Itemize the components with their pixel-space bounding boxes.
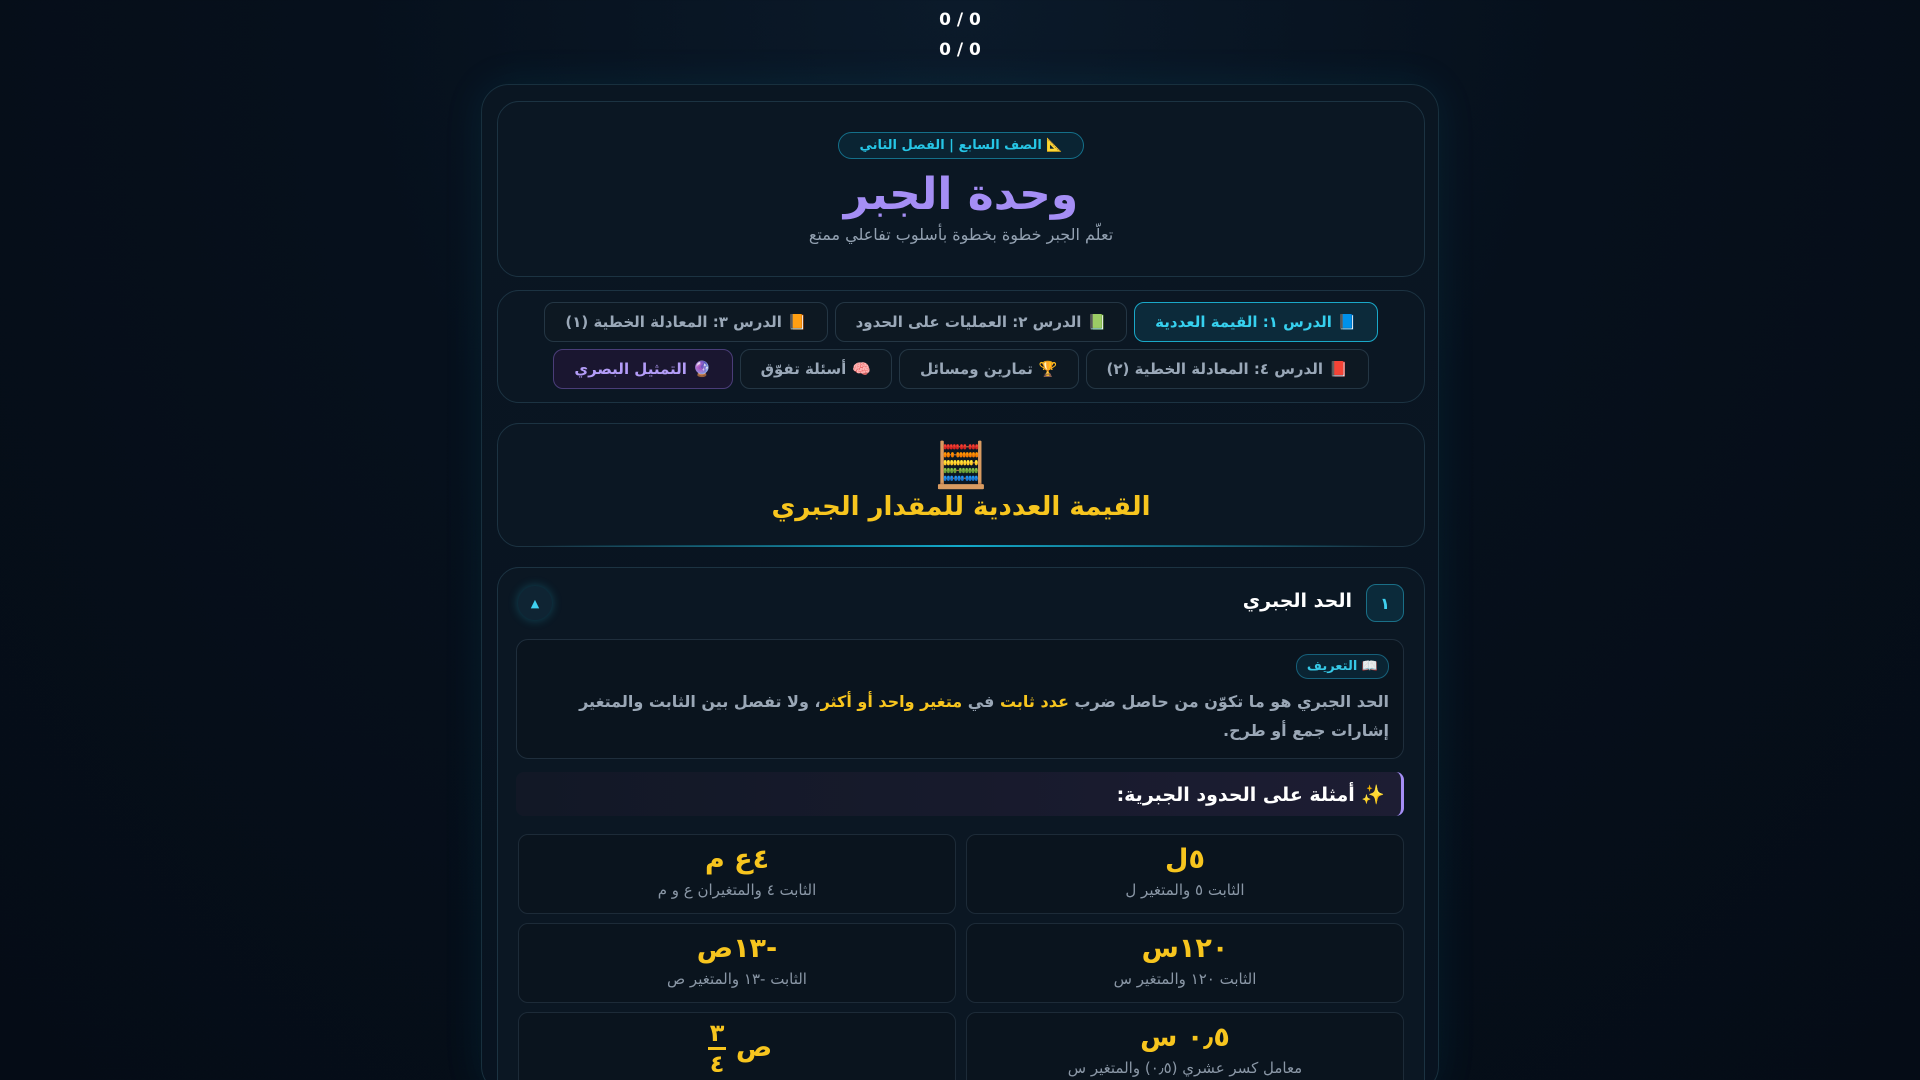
collapse-button[interactable]: ▲ [518, 586, 552, 620]
examples-heading: ✨ أمثلة على الحدود الجبرية: [516, 772, 1404, 816]
definition-badge: 📖 التعريف [1296, 654, 1389, 679]
example-expression: ٤ع م [704, 844, 770, 875]
page-title: وحدة الجبر [843, 169, 1079, 220]
example-variable: ص [735, 1032, 773, 1063]
example-description: معامل كسر عشري (٠٫٥) والمتغير س [1067, 1059, 1303, 1077]
book-red-icon: 📕 [1328, 360, 1348, 378]
question-counter-top: 0 / 0 [939, 10, 981, 30]
tab-label: الدرس ١: القيمة العددية [1155, 313, 1332, 331]
tab-label: الدرس ٣: المعادلة الخطية (١) [565, 313, 782, 331]
lesson-title: القيمة العددية للمقدار الجبري [771, 492, 1151, 522]
highlight-variable: متغير واحد أو أكثر [820, 692, 963, 711]
lesson-tabs [497, 290, 1425, 403]
grade-badge: 📐 الصف السابع | الفصل الثاني [838, 132, 1083, 159]
tab-visual[interactable] [553, 349, 732, 389]
tab-lesson-2[interactable] [835, 302, 1128, 342]
book-orange-icon: 📙 [787, 313, 807, 331]
example-card [966, 834, 1404, 914]
app-container [481, 84, 1439, 1080]
example-card [518, 923, 956, 1003]
tab-lesson-4[interactable] [1086, 349, 1369, 389]
page-subtitle: تعلّم الجبر خطوة بخطوة بأسلوب تفاعلي ممتع [808, 225, 1114, 244]
brain-icon: 🧠 [852, 360, 871, 378]
fraction-numerator: ٣ [708, 1021, 727, 1050]
example-description: الثابت -١٣ والمتغير ص [667, 970, 807, 988]
example-card [966, 923, 1404, 1003]
definition-text: الحد الجبري هو ما تكوّن من حاصل ضرب عدد ثابت في متغير واحد أو أكثر، ولا تفصل بين الثابت والمتغير إشارات جمع أو طرح. [579, 692, 1389, 740]
trophy-icon: 🏆 [1038, 360, 1058, 378]
example-expression: ١٢٠س [1141, 933, 1229, 964]
example-card [518, 834, 956, 914]
tab-excellence[interactable] [740, 349, 892, 389]
book-green-icon: 📗 [1087, 313, 1107, 331]
example-expression: ٥ل [1165, 844, 1205, 875]
example-expression: ٠٫٥ س [1140, 1022, 1230, 1053]
tab-exercises[interactable] [899, 349, 1079, 389]
tab-label: الدرس ٤: المعادلة الخطية (٢) [1106, 360, 1323, 378]
example-description: الثابت ١٢٠ والمتغير س [1113, 970, 1257, 988]
tab-lesson-1[interactable] [1134, 302, 1377, 342]
question-counter-bottom: 0 / 0 [939, 40, 981, 60]
example-card [518, 1012, 956, 1080]
page-header [497, 101, 1425, 277]
tab-label: تمارين ومسائل [919, 360, 1033, 378]
example-description: الثابت ٤ والمتغيران ع و م [657, 881, 817, 899]
tab-row-2 [498, 349, 1424, 389]
lesson-header [497, 423, 1425, 547]
definition-box [516, 639, 1404, 759]
section-number: ١ [1366, 584, 1404, 622]
tab-label: التمثيل البصري [574, 360, 687, 378]
fraction-denominator: ٤ [709, 1050, 725, 1078]
example-card [966, 1012, 1404, 1080]
example-expression [519, 1021, 955, 1076]
section-card [497, 567, 1425, 1080]
example-description: الثابت ٥ والمتغير ل [1125, 881, 1245, 899]
abacus-icon: 🧮 [933, 440, 989, 491]
crystal-ball-icon: 🔮 [692, 360, 712, 378]
tab-lesson-3[interactable] [544, 302, 827, 342]
tab-label: الدرس ٢: العمليات على الحدود [855, 313, 1082, 331]
section-title: الحد الجبري [1242, 590, 1352, 612]
highlight-constant: عدد ثابت [999, 692, 1069, 711]
tab-label: أسئلة تفوّق [760, 360, 847, 378]
book-blue-icon: 📘 [1337, 313, 1357, 331]
example-expression: -١٣ص [696, 933, 778, 964]
tab-row-1 [498, 302, 1424, 342]
section-header[interactable] [518, 584, 1404, 624]
fraction [708, 1021, 727, 1076]
